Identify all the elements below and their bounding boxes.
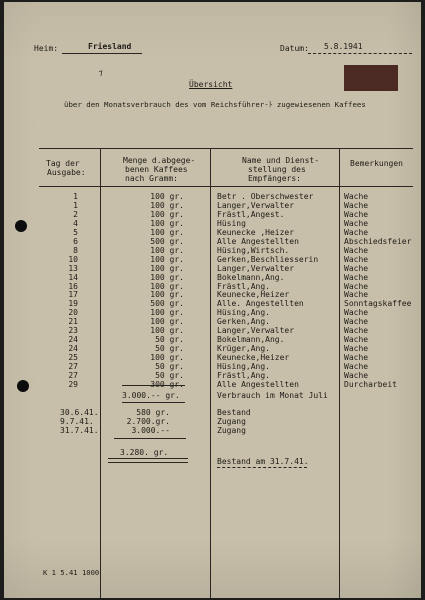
final-label-underline (217, 467, 307, 468)
row-bemerkung: Wache (344, 326, 369, 336)
row-tag: 5 (73, 227, 78, 237)
header-name-line3: Empfängers: (248, 174, 301, 183)
row-tag: 14 (68, 272, 78, 282)
row-name: Langer,Verwalter (217, 326, 295, 336)
row-bemerkung: Wache (344, 344, 369, 354)
row-bemerkung: Wache (344, 371, 369, 380)
total-rule-bottom (122, 402, 185, 403)
row-name: Alle Angestellten (217, 379, 299, 389)
row-bemerkung: Sonntagskaffee (344, 299, 412, 309)
total-menge: 3.000.-- gr. (122, 391, 180, 400)
row-bemerkung: Wache (344, 290, 369, 300)
row-bemerkung: Wache (344, 192, 369, 201)
row-bemerkung: Wache (344, 227, 369, 237)
table-top-rule (39, 148, 413, 149)
row-menge: 100 gr. (150, 218, 184, 228)
balance-label: Bestand (217, 408, 251, 417)
balance-label: Zugang (217, 426, 246, 435)
header-menge-line2: benen Kaffees (125, 165, 188, 174)
header-tag-line1: Tag der (46, 159, 80, 168)
row-tag: 1 (73, 200, 78, 210)
heim-underline (62, 53, 142, 54)
row-menge: 50 gr. (155, 335, 184, 345)
row-bemerkung: Wache (344, 272, 369, 282)
row-menge: 50 gr. (155, 371, 184, 380)
heim-value: Friesland (88, 42, 132, 51)
header-name-line2: stellung des (248, 165, 306, 174)
header-name-line1: Name und Dienst- (242, 156, 320, 165)
row-tag: 27 (68, 362, 78, 372)
row-tag: 24 (68, 335, 78, 345)
redaction-block (344, 65, 398, 91)
row-bemerkung: Wache (344, 362, 369, 372)
small-mark: 7 (98, 68, 104, 79)
header-menge-line3: nach Gramm: (125, 174, 178, 183)
row-name: Langer,Verwalter (217, 263, 295, 273)
row-name: Keunecke,Heizer (217, 290, 290, 300)
row-name: Frästl,Ang. (217, 281, 270, 291)
row-name: Gerken,Beschliesserin (217, 254, 319, 264)
row-bemerkung: Wache (344, 281, 369, 291)
row-bemerkung: Abschiedsfeier (344, 236, 412, 246)
row-name: Langer,Verwalter (217, 200, 295, 210)
row-tag: 16 (68, 281, 78, 291)
row-menge: 100 gr. (150, 290, 184, 300)
row-menge: 100 gr. (150, 227, 184, 237)
row-menge: 500 gr. (150, 236, 184, 246)
row-tag: 25 (68, 353, 78, 363)
datum-value: 5.8.1941 (324, 42, 363, 51)
row-name: Hüsing (217, 218, 246, 228)
row-bemerkung: Wache (344, 353, 369, 363)
row-menge: 100 gr. (150, 326, 184, 336)
row-tag: 13 (68, 263, 78, 273)
final-rule-top (114, 438, 186, 439)
row-menge: 100 gr. (150, 245, 184, 255)
balance-date: 31.7.41. (60, 426, 99, 435)
page-title: Übersicht (189, 80, 233, 89)
row-name: Gerken,Ang. (217, 317, 270, 327)
row-tag: 6 (73, 236, 78, 246)
row-tag: 27 (68, 371, 78, 380)
row-tag: 2 (73, 209, 78, 219)
header-bemerkungen: Bemerkungen (350, 159, 403, 168)
table-row (4, 380, 421, 390)
row-bemerkung: Wache (344, 308, 369, 318)
header-menge-line1: Menge d.abgege- (123, 156, 196, 165)
datum-underline (308, 53, 412, 54)
row-name: Keunecke,Heizer (217, 353, 290, 363)
total-rule-top (122, 385, 185, 386)
row-bemerkung: Wache (344, 317, 369, 327)
final-double-rule (108, 458, 188, 463)
balance-menge: 3.000.-- (131, 426, 170, 435)
row-bemerkung: Durcharbeit (344, 379, 397, 389)
balance-date: 30.6.41. (60, 408, 99, 417)
page-subtitle: über den Monatsverbrauch des vom Reichsführer-ﾄ zugewiesenen Kaffees (64, 100, 366, 109)
row-tag: 17 (68, 290, 78, 300)
balance-row (4, 426, 421, 436)
row-name: Betr . Oberschwester (217, 192, 314, 201)
row-name: Krüger,Ang. (217, 344, 270, 354)
row-menge: 100 gr. (150, 353, 184, 363)
row-bemerkung: Wache (344, 218, 369, 228)
row-bemerkung: Wache (344, 245, 369, 255)
row-name: Keunecke ,Heizer (217, 227, 295, 237)
heim-label: Heim: (34, 44, 59, 53)
row-tag: 8 (73, 245, 78, 255)
row-menge: 100 gr. (150, 192, 184, 201)
row-menge: 100 gr. (150, 209, 184, 219)
balance-menge: 2.700.gr. (126, 417, 170, 426)
row-menge: 100 gr. (150, 308, 184, 318)
row-tag: 1 (73, 192, 78, 201)
row-menge: 50 gr. (155, 362, 184, 372)
row-name: Bokelmann,Ang. (217, 272, 285, 282)
table-header-rule (39, 186, 413, 187)
row-menge: 100 gr. (150, 254, 184, 264)
row-bemerkung: Wache (344, 263, 369, 273)
row-tag: 21 (68, 317, 78, 327)
row-tag: 10 (68, 254, 78, 264)
row-name: Frästl,Ang. (217, 371, 270, 380)
document-sheet (4, 2, 421, 598)
total-label: Verbrauch im Monat Juli (217, 391, 328, 400)
row-name: Alle. Angestellten (217, 299, 304, 309)
row-tag: 23 (68, 326, 78, 336)
balance-date: 9.7.41. (60, 417, 94, 426)
row-name: Hüsing,Ang. (217, 308, 270, 318)
row-menge: 100 gr. (150, 281, 184, 291)
row-name: Hüsing,Ang. (217, 362, 270, 372)
datum-label: Datum: (280, 44, 309, 53)
row-bemerkung: Wache (344, 335, 369, 345)
row-name: Bokelmann,Ang. (217, 335, 285, 345)
row-menge: 100 gr. (150, 200, 184, 210)
row-bemerkung: Wache (344, 200, 369, 210)
row-tag: 19 (68, 299, 78, 309)
row-name: Frästl,Angest. (217, 209, 285, 219)
row-tag: 24 (68, 344, 78, 354)
final-label: Bestand am 31.7.41. (217, 457, 309, 466)
row-bemerkung: Wache (344, 254, 369, 264)
final-menge: 3.280. gr. (120, 448, 169, 457)
row-menge: 500 gr. (150, 299, 184, 309)
row-name: Alle Angestellten (217, 236, 299, 246)
row-menge: 100 gr. (150, 272, 184, 282)
row-menge: 50 gr. (155, 344, 184, 354)
balance-menge: 580 gr. (136, 408, 170, 417)
row-name: Hüsing,Wirtsch. (217, 245, 290, 255)
row-bemerkung: Wache (344, 209, 369, 219)
balance-label: Zugang (217, 417, 246, 426)
row-tag: 4 (73, 218, 78, 228)
row-menge: 100 gr. (150, 317, 184, 327)
row-tag: 20 (68, 308, 78, 318)
row-tag: 29 (68, 379, 78, 389)
form-code: K 1 5.41 1000 (43, 568, 100, 577)
row-menge: 100 gr. (150, 263, 184, 273)
header-tag-line2: Ausgabe: (47, 168, 86, 177)
